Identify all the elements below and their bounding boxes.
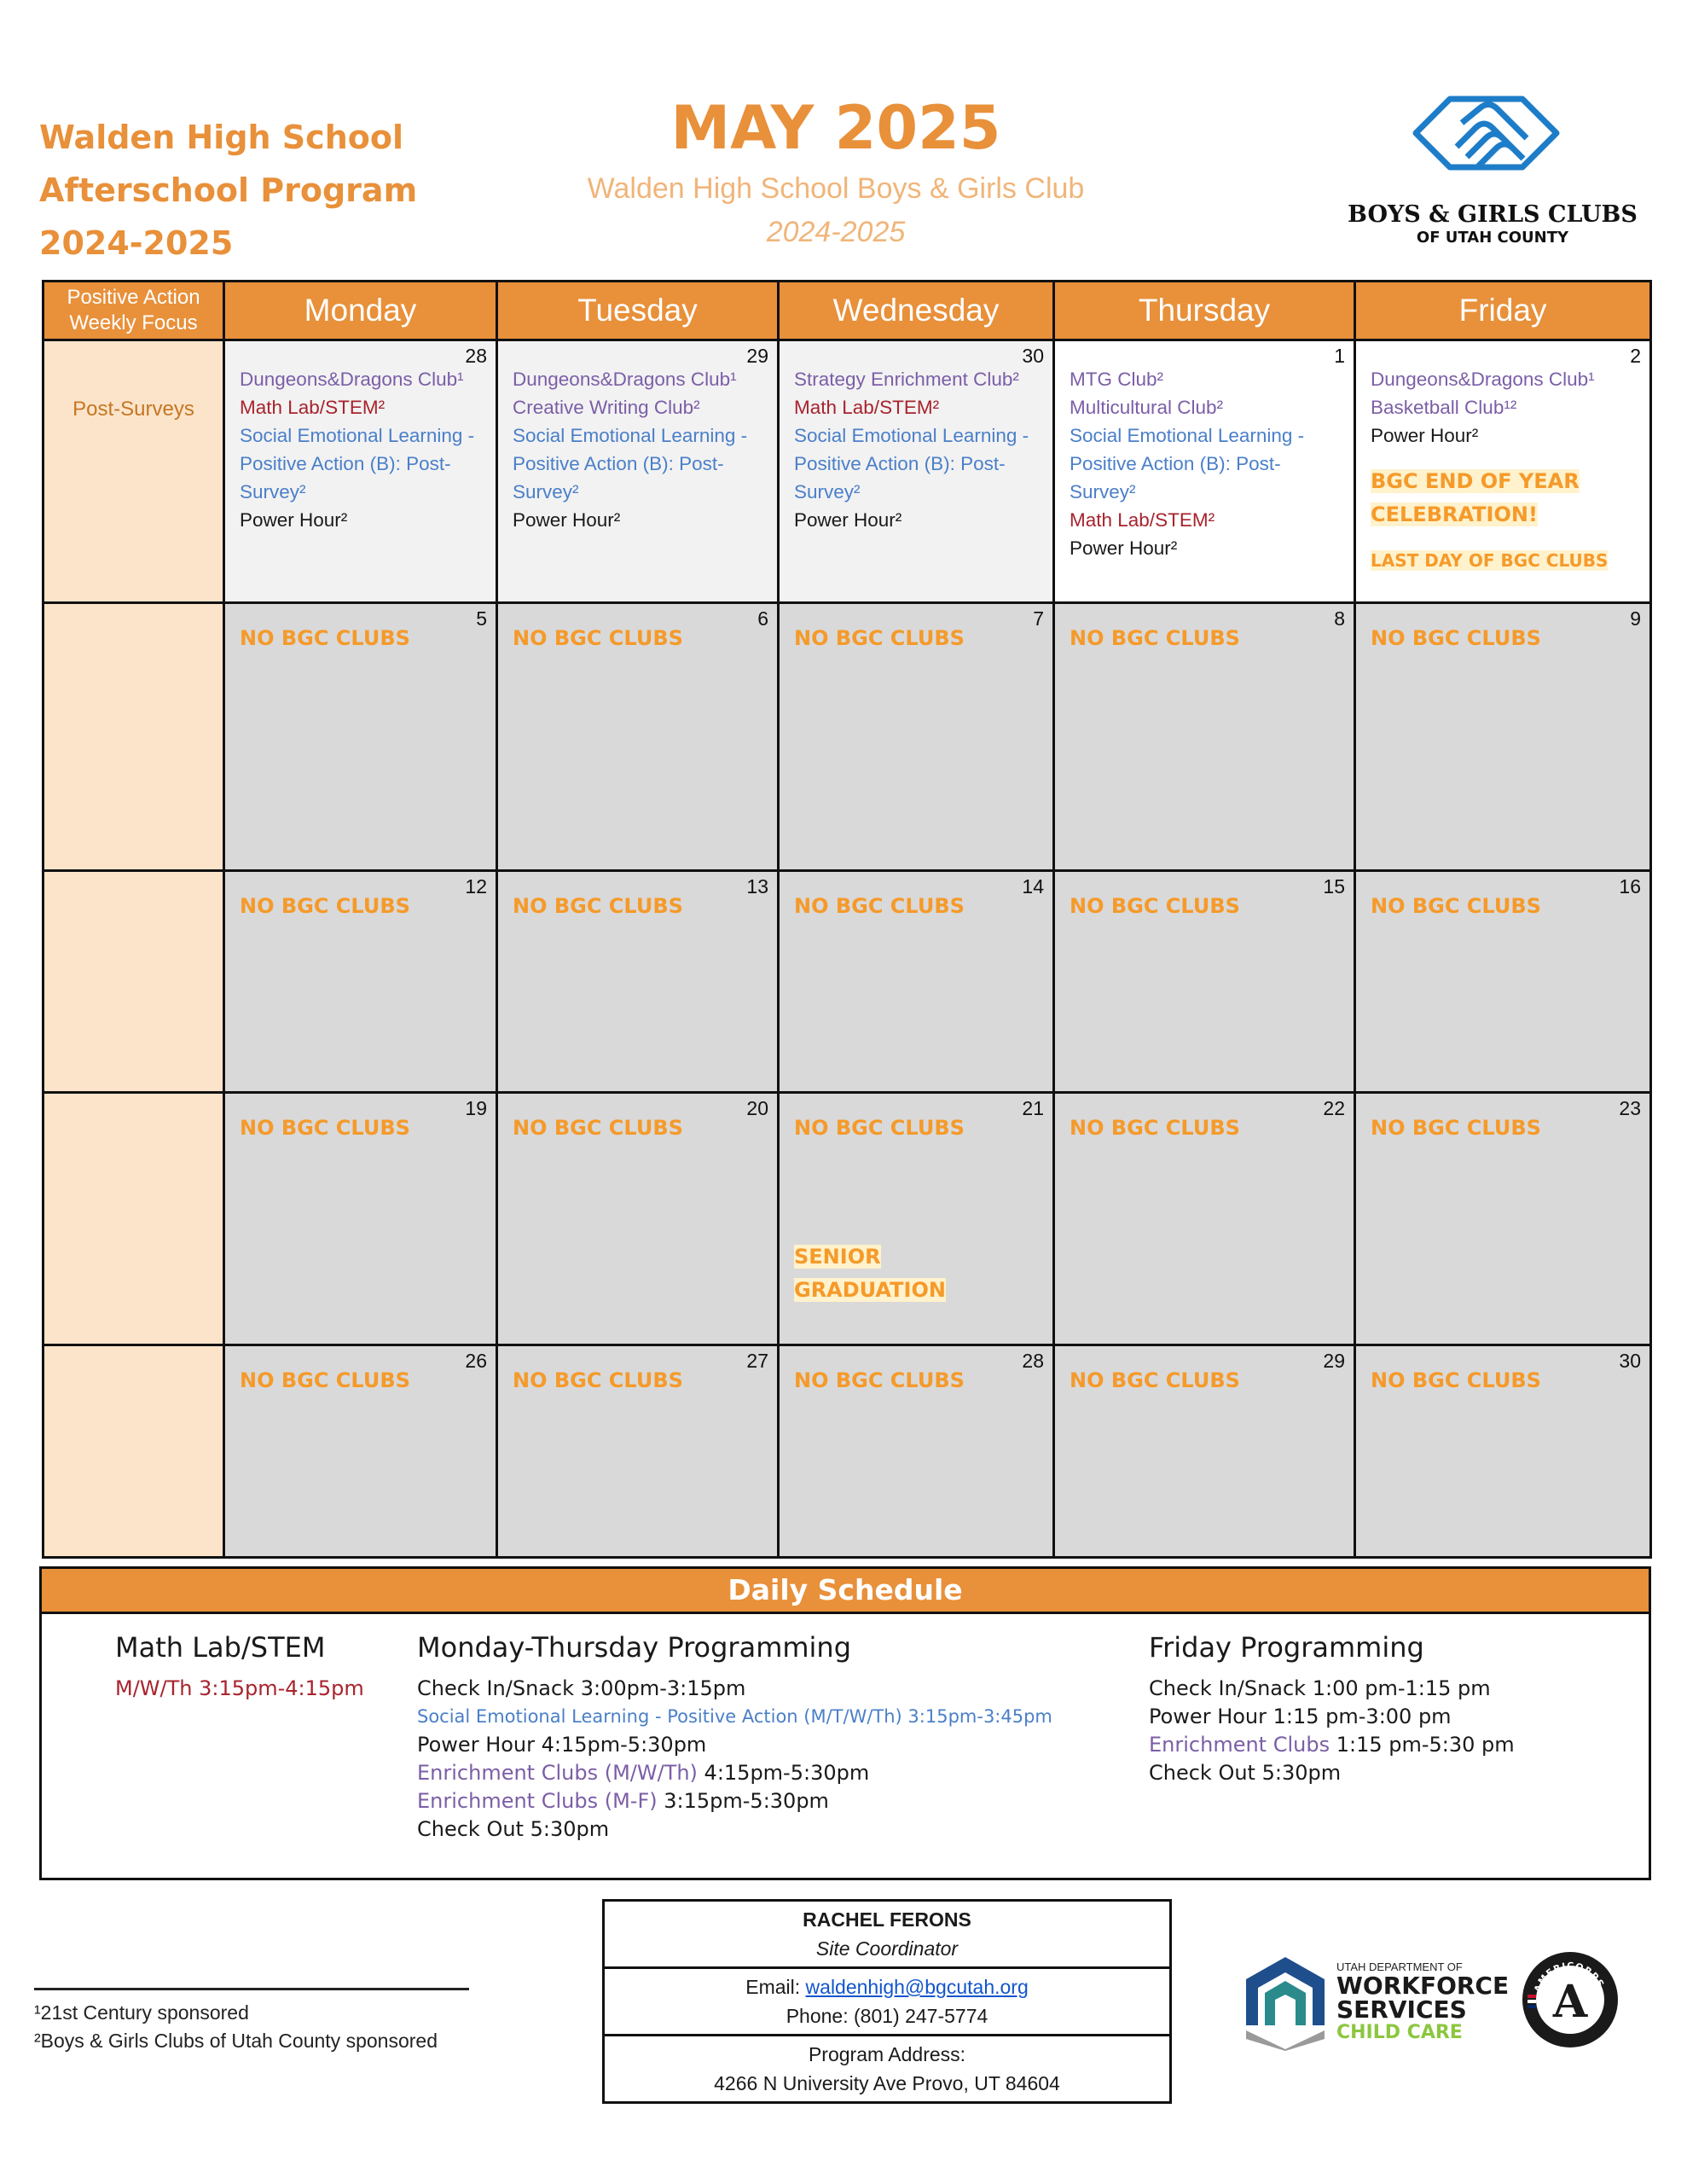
enrichment-time: 3:15pm-5:30pm <box>657 1789 829 1813</box>
no-clubs-note: NO BGC CLUBS <box>1371 894 1541 918</box>
mon-thu-sel: Social Emotional Learning - Positive Action (M/T/W/Th) 3:15pm-3:45pm <box>417 1706 1052 1727</box>
day-cell <box>1054 603 1355 871</box>
month-title: MAY 2025 <box>670 93 1001 163</box>
last-day-note: LAST DAY OF BGC CLUBS <box>1371 550 1609 571</box>
mon-thu-checkin: Check In/Snack 3:00pm-3:15pm <box>417 1676 746 1700</box>
day-number: 9 <box>1630 607 1641 630</box>
event-highlight <box>1371 547 1641 576</box>
mon-thu-title: Monday-Thursday Programming <box>417 1631 852 1664</box>
day-cell <box>779 1093 1054 1345</box>
week-row <box>43 340 1651 603</box>
day-cell <box>1054 1093 1355 1345</box>
day-cell <box>1355 603 1651 871</box>
no-clubs-note: NO BGC CLUBS <box>1371 1368 1541 1392</box>
day-number: 29 <box>1323 1350 1345 1372</box>
weekly-focus-cell <box>43 1093 224 1345</box>
day-number: 12 <box>465 875 487 897</box>
week-row <box>43 1345 1651 1558</box>
activity-item: Power Hour² <box>1371 425 1479 446</box>
day-cell <box>497 603 779 871</box>
day-cell <box>497 1093 779 1345</box>
no-clubs-note: NO BGC CLUBS <box>240 894 410 918</box>
activity-item: Multicultural Club² <box>1070 397 1224 418</box>
americorps-seal-icon <box>1521 1950 1620 2049</box>
day-cell <box>224 340 497 603</box>
program-title-line: Walden High School <box>39 119 403 156</box>
bgc-logo <box>1348 96 1638 249</box>
program-title-line: Afterschool Program <box>39 171 418 209</box>
calendar-grid <box>42 280 1652 1559</box>
activity-item: Math Lab/STEM² <box>1070 509 1215 531</box>
activity-item: Power Hour² <box>1070 537 1178 559</box>
program-title-line: 2024-2025 <box>39 224 234 262</box>
weekly-focus-text: Post-Surveys <box>72 398 194 421</box>
no-clubs-note: NO BGC CLUBS <box>240 626 410 650</box>
focus-header: Positive Action Weekly Focus <box>43 282 224 340</box>
activity-item: Math Lab/STEM² <box>240 397 386 418</box>
day-number: 26 <box>465 1350 487 1372</box>
day-number: 5 <box>476 607 487 630</box>
day-cell <box>224 603 497 871</box>
weekly-focus-cell <box>43 603 224 871</box>
day-number: 7 <box>1033 607 1044 630</box>
email-label: Email: <box>745 1976 806 1998</box>
no-clubs-note: NO BGC CLUBS <box>1070 1116 1240 1140</box>
day-number: 23 <box>1619 1097 1641 1119</box>
footnote-2: ²Boys & Girls Clubs of Utah County sponsored <box>34 2030 438 2052</box>
mon-thu-enrichment-2 <box>417 1787 1116 1815</box>
school-year: 2024-2025 <box>766 216 906 248</box>
day-number: 13 <box>746 875 768 897</box>
event-highlight <box>780 1140 965 1307</box>
daily-schedule-title: Daily Schedule <box>42 1569 1649 1614</box>
weekday-header-row <box>43 282 1651 340</box>
footnotes <box>34 1988 512 2055</box>
enrichment-label: Enrichment Clubs (M-F) <box>417 1789 658 1813</box>
math-lab-title: Math Lab/STEM <box>115 1631 326 1664</box>
enrichment-time: 4:15pm-5:30pm <box>697 1761 870 1785</box>
activity-item: Dungeons&Dragons Club¹ <box>240 369 464 390</box>
day-cell <box>779 340 1054 603</box>
footnote-1: ¹21st Century sponsored <box>34 2001 249 2024</box>
day-number: 16 <box>1619 875 1641 897</box>
event-highlight <box>1371 465 1584 531</box>
no-clubs-note: NO BGC CLUBS <box>513 626 683 650</box>
americorps-seal-text: AMERICORPS <box>1532 1960 1607 1995</box>
activity-item: Power Hour² <box>240 509 348 531</box>
enrichment-label: Enrichment Clubs (M/W/Th) <box>417 1761 698 1785</box>
friday-checkin: Check In/Snack 1:00 pm-1:15 pm <box>1149 1676 1491 1700</box>
weekday-tuesday: Tuesday <box>497 282 779 340</box>
day-number: 28 <box>465 345 487 367</box>
week-row <box>43 603 1651 871</box>
day-number: 15 <box>1323 875 1345 897</box>
day-cell <box>1054 340 1355 603</box>
daily-schedule <box>39 1566 1651 1880</box>
coordinator-role: Site Coordinator <box>815 1937 959 1960</box>
activity-item: Social Emotional Learning - Positive Action (B): Post-Survey² <box>794 425 1029 502</box>
activity-item: Social Emotional Learning - Positive Action (B): Post-Survey² <box>240 425 475 502</box>
wfs-line1: UTAH DEPARTMENT OF <box>1336 1960 1463 1973</box>
workforce-services-icon <box>1241 1954 1330 2051</box>
day-number: 19 <box>465 1097 487 1119</box>
end-of-year-celebration: BGC END OF YEAR CELEBRATION! <box>1371 469 1580 526</box>
day-number: 14 <box>1022 875 1044 897</box>
club-name: Walden High School Boys & Girls Club <box>587 172 1085 205</box>
contact-info-block <box>605 1969 1169 2036</box>
activity-item: Power Hour² <box>513 509 621 531</box>
enrichment-time: 1:15 pm-5:30 pm <box>1330 1733 1515 1757</box>
wfs-line2: WORKFORCE <box>1336 1972 1510 2000</box>
weekly-focus-cell <box>43 1345 224 1558</box>
day-cell <box>224 871 497 1093</box>
mon-thu-enrichment-1 <box>417 1759 1116 1787</box>
address-text: 4266 N University Ave Provo, UT 84604 <box>714 2072 1060 2094</box>
activity-item: Social Emotional Learning - Positive Action (B): Post-Survey² <box>513 425 748 502</box>
activity-item: Dungeons&Dragons Club¹ <box>1371 369 1595 390</box>
mon-thu-checkout: Check Out 5:30pm <box>417 1817 610 1841</box>
activity-item: MTG Club² <box>1070 369 1164 390</box>
weekday-monday: Monday <box>224 282 497 340</box>
weekly-focus-cell <box>43 871 224 1093</box>
day-number: 8 <box>1334 607 1345 630</box>
friday-enrichment <box>1149 1731 1575 1759</box>
day-number: 1 <box>1334 345 1345 367</box>
bgc-logo-title: BOYS & GIRLS CLUBS <box>1348 201 1638 228</box>
day-cell <box>779 603 1054 871</box>
day-number: 28 <box>1022 1350 1044 1372</box>
day-cell <box>497 340 779 603</box>
day-cell <box>497 1345 779 1558</box>
no-clubs-note: NO BGC CLUBS <box>513 1116 683 1140</box>
activity-item: Dungeons&Dragons Club¹ <box>513 369 737 390</box>
bgc-logo-icon <box>1348 96 1638 201</box>
no-clubs-note: NO BGC CLUBS <box>1371 1116 1541 1140</box>
day-cell <box>1054 1345 1355 1558</box>
day-cell <box>1054 871 1355 1093</box>
weekly-focus-cell <box>43 340 224 603</box>
coordinator-block <box>605 1902 1169 1969</box>
no-clubs-note: NO BGC CLUBS <box>513 1368 683 1392</box>
senior-graduation: SENIOR GRADUATION <box>794 1245 946 1302</box>
friday-power-hour: Power Hour 1:15 pm-3:00 pm <box>1149 1705 1452 1728</box>
workforce-services-logo <box>1241 1954 1514 2056</box>
day-cell <box>497 871 779 1093</box>
address-block <box>605 2036 1169 2101</box>
week-row <box>43 1093 1651 1345</box>
day-cell <box>224 1093 497 1345</box>
activity-item: Social Emotional Learning - Positive Action (B): Post-Survey² <box>1070 425 1305 502</box>
day-cell <box>1355 871 1651 1093</box>
day-number: 30 <box>1619 1350 1641 1372</box>
no-clubs-note: NO BGC CLUBS <box>1371 626 1541 650</box>
no-clubs-note: NO BGC CLUBS <box>1070 1368 1240 1392</box>
weekday-thursday: Thursday <box>1054 282 1355 340</box>
no-clubs-note: NO BGC CLUBS <box>794 626 965 650</box>
friday-column <box>1149 1630 1575 1787</box>
mon-thu-power-hour: Power Hour 4:15pm-5:30pm <box>417 1733 707 1757</box>
day-number: 21 <box>1022 1097 1044 1119</box>
no-clubs-note: NO BGC CLUBS <box>240 1116 410 1140</box>
no-clubs-note: NO BGC CLUBS <box>1070 894 1240 918</box>
day-cell <box>1355 1345 1651 1558</box>
enrichment-label: Enrichment Clubs <box>1149 1733 1330 1757</box>
day-number: 6 <box>757 607 768 630</box>
day-cell <box>779 1345 1054 1558</box>
phone-line: Phone: (801) 247-5774 <box>786 2005 988 2027</box>
day-number: 27 <box>746 1350 768 1372</box>
no-clubs-note: NO BGC CLUBS <box>240 1368 410 1392</box>
friday-title: Friday Programming <box>1149 1631 1424 1664</box>
day-number: 20 <box>746 1097 768 1119</box>
email-link[interactable]: waldenhigh@bgcutah.org <box>805 1976 1029 1998</box>
week-row <box>43 871 1651 1093</box>
mon-thu-column <box>417 1630 1116 1844</box>
no-clubs-note: NO BGC CLUBS <box>1070 626 1240 650</box>
day-number: 29 <box>746 345 768 367</box>
bgc-logo-subtitle: OF UTAH COUNTY <box>1416 229 1569 247</box>
day-number: 22 <box>1323 1097 1345 1119</box>
activity-item: Math Lab/STEM² <box>794 397 940 418</box>
day-number: 30 <box>1022 345 1044 367</box>
coordinator-name: RACHEL FERONS <box>803 1908 971 1931</box>
no-clubs-note: NO BGC CLUBS <box>794 1368 965 1392</box>
wfs-line4: CHILD CARE <box>1336 2022 1463 2043</box>
calendar-header <box>512 92 1160 249</box>
day-cell <box>1355 340 1651 603</box>
weekday-friday: Friday <box>1355 282 1651 340</box>
wfs-line3: SERVICES <box>1336 1995 1467 2024</box>
weekday-wednesday: Wednesday <box>779 282 1054 340</box>
activity-item: Creative Writing Club² <box>513 397 700 418</box>
program-title <box>39 111 449 270</box>
day-cell <box>1355 1093 1651 1345</box>
activity-item: Basketball Club¹² <box>1371 397 1517 418</box>
contact-box <box>602 1899 1172 2104</box>
activity-item: Power Hour² <box>794 509 902 531</box>
math-lab-column <box>115 1630 371 1703</box>
activity-item: Strategy Enrichment Club² <box>794 369 1019 390</box>
address-label: Program Address: <box>808 2043 966 2065</box>
no-clubs-note: NO BGC CLUBS <box>794 1116 965 1140</box>
day-cell <box>224 1345 497 1558</box>
math-lab-time: M/W/Th 3:15pm-4:15pm <box>115 1676 364 1700</box>
americorps-logo <box>1521 1950 1620 2049</box>
email-line <box>605 1972 1169 2001</box>
no-clubs-note: NO BGC CLUBS <box>794 894 965 918</box>
day-cell <box>779 871 1054 1093</box>
no-clubs-note: NO BGC CLUBS <box>513 894 683 918</box>
footnote-divider <box>34 1988 469 1990</box>
friday-checkout: Check Out 5:30pm <box>1149 1761 1342 1785</box>
day-number: 2 <box>1630 345 1641 367</box>
svg-text:A: A <box>1552 1976 1588 2028</box>
